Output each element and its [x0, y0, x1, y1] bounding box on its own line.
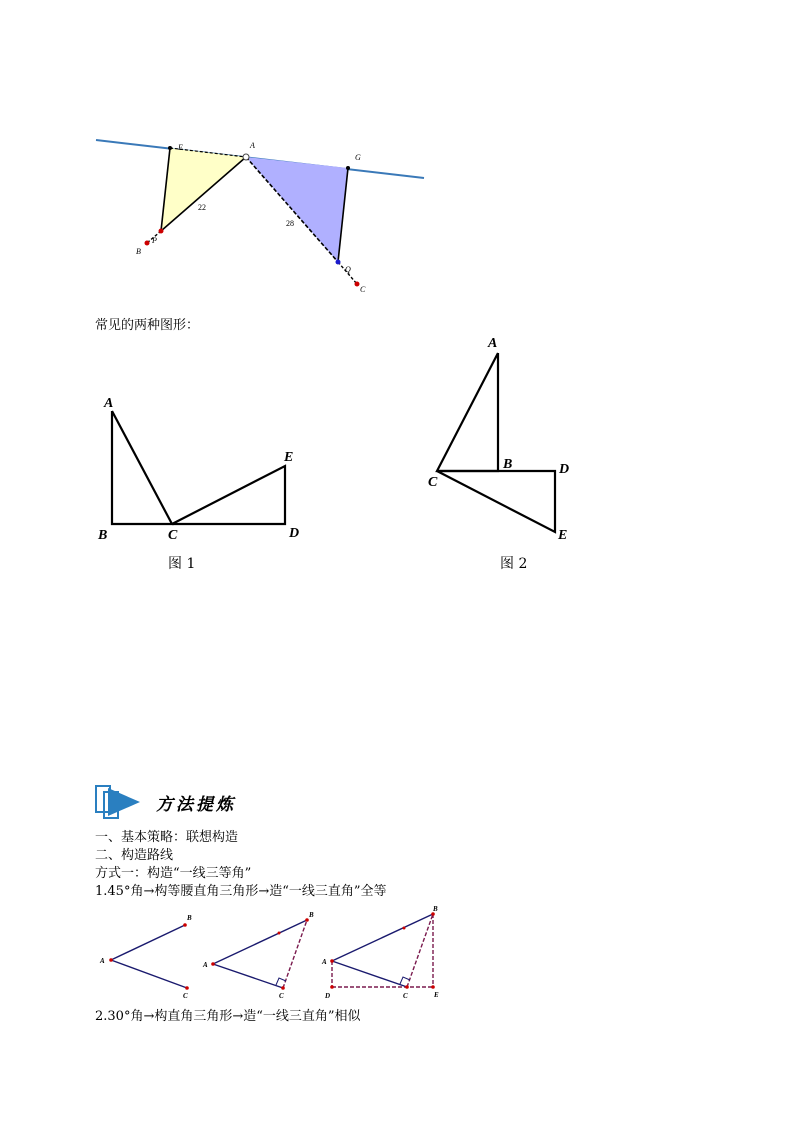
fig2-label-B: B [503, 457, 513, 472]
line-30-degree: 2.30°角→构直角三角形→造“一线三直角”相似 [95, 1009, 361, 1024]
line-strategy: 一、基本策略：联想构造 [95, 830, 239, 845]
fig2-label-D: D [559, 462, 570, 477]
fig2-label-A: A [488, 336, 498, 351]
line-route: 二、构造路线 [95, 848, 174, 863]
svg-text:B: B [433, 905, 438, 913]
line-method-one: 方式一：构造“一线三等角” [95, 866, 252, 881]
label-G: G [355, 153, 361, 162]
label-E: E [178, 143, 183, 152]
svg-text:E: E [434, 991, 439, 999]
svg-text:A: A [322, 958, 327, 966]
svg-text:D: D [325, 992, 331, 1000]
measure-22: 22 [198, 203, 206, 212]
common-shapes-label: 常见的两种图形： [95, 318, 200, 333]
fig1-label-E: E [284, 450, 294, 465]
svg-text:C: C [183, 992, 188, 1000]
measure-28: 28 [286, 219, 294, 228]
svg-text:A: A [203, 961, 208, 969]
label-Q: Q [345, 265, 351, 274]
label-C: C [360, 285, 366, 294]
svg-text:A: A [100, 957, 105, 965]
fig2-label-E: E [558, 528, 568, 543]
fig2-caption: 图 2 [500, 556, 528, 572]
svg-text:B: B [187, 914, 192, 922]
fig1-label-B: B [98, 528, 108, 543]
svg-text:C: C [403, 992, 408, 1000]
label-B: B [136, 247, 141, 256]
line-45-degree: 1.45°角→构等腰直角三角形→造“一线三直角”全等 [95, 884, 387, 899]
section-title: 方法提炼 [156, 795, 236, 815]
fig2-label-C: C [428, 475, 438, 490]
fig1-label-A: A [104, 396, 114, 411]
fig1-label-D: D [289, 526, 300, 541]
label-P: P [152, 236, 157, 245]
svg-text:C: C [279, 992, 284, 1000]
fig1-label-C: C [168, 528, 178, 543]
label-A: A [250, 141, 255, 150]
fig1-caption: 图 1 [168, 556, 196, 572]
svg-text:B: B [309, 911, 314, 919]
